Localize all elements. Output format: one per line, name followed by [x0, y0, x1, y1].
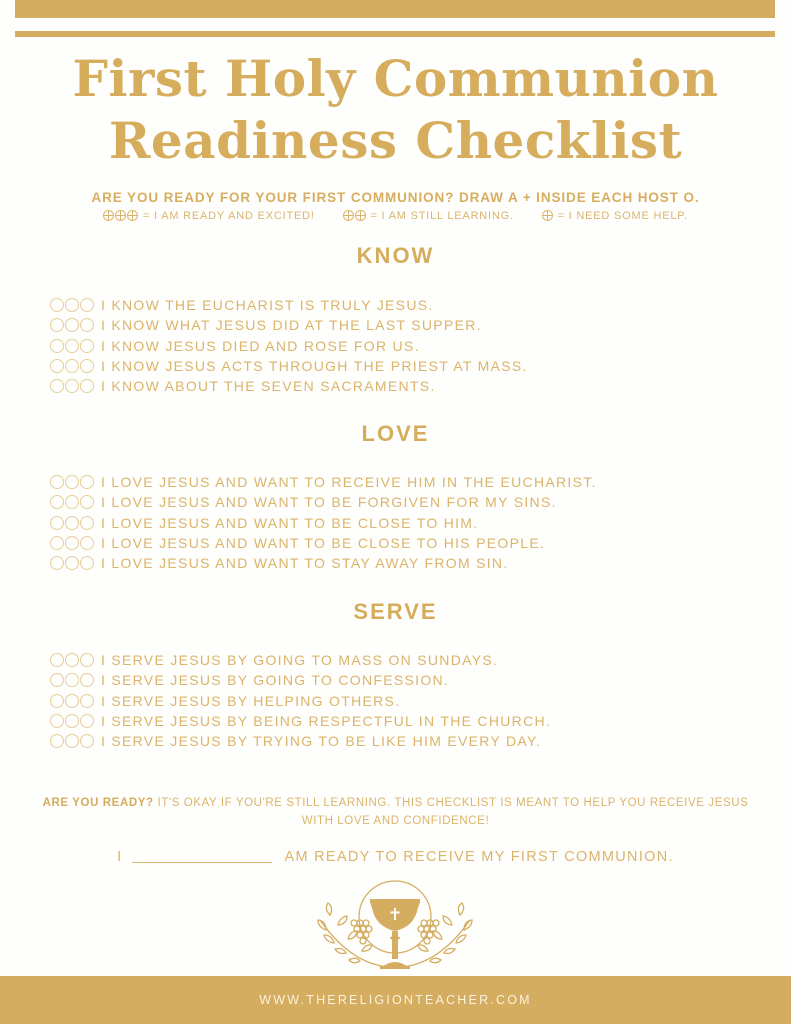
checklist-item: [50, 356, 528, 376]
thin-decorative-bar: [15, 31, 775, 37]
empty-host-circle-icon[interactable]: [65, 379, 79, 393]
empty-host-circle-icon[interactable]: [50, 714, 64, 728]
item-text: I SERVE JESUS BY BEING RESPECTFUL IN THE CHURCH.: [101, 713, 552, 730]
empty-host-circle-icon[interactable]: [65, 359, 79, 373]
top-decorative-bar: [15, 0, 775, 18]
empty-host-circle-icon[interactable]: [80, 298, 94, 312]
title-line-1: First Holy Communion: [72, 49, 719, 108]
legend-label: = I AM READY AND EXCITED!: [143, 210, 315, 222]
checklist-item: [50, 376, 528, 396]
page-title: [0, 48, 791, 172]
checklist-item: [50, 533, 597, 553]
host-icon: [542, 210, 553, 221]
item-text: I LOVE JESUS AND WANT TO BE CLOSE TO HIS PEOPLE.: [101, 535, 546, 552]
checklist-item: [50, 731, 551, 751]
empty-host-circle-icon[interactable]: [65, 694, 79, 708]
empty-host-circle-icon[interactable]: [65, 516, 79, 530]
empty-host-circle-icon[interactable]: [65, 653, 79, 667]
empty-host-circle-icon[interactable]: [80, 714, 94, 728]
empty-host-circle-icon[interactable]: [80, 734, 94, 748]
empty-host-circle-icon[interactable]: [80, 475, 94, 489]
checklist-item: [50, 691, 551, 711]
empty-host-circle-icon[interactable]: [65, 318, 79, 332]
chalice-with-host-and-grape-wreath-icon: [310, 875, 480, 975]
empty-host-circle-icon[interactable]: [80, 673, 94, 687]
empty-host-circle-icon[interactable]: [50, 379, 64, 393]
empty-host-circle-icon[interactable]: [65, 298, 79, 312]
empty-host-circle-icon[interactable]: [50, 556, 64, 570]
footer-bar: [0, 976, 791, 1024]
item-text: I SERVE JESUS BY GOING TO MASS ON SUNDAYS.: [101, 652, 499, 669]
host-icon: [115, 210, 126, 221]
host-icon: [355, 210, 366, 221]
empty-host-circle-icon[interactable]: [50, 318, 64, 332]
section-heading-know: KNOW: [356, 243, 435, 268]
empty-host-circle-icon[interactable]: [50, 653, 64, 667]
instructions: ARE YOU READY FOR YOUR FIRST COMMUNION? DRAW A + INSIDE EACH HOST O.: [91, 190, 700, 205]
item-text: I KNOW THE EUCHARIST IS TRULY JESUS.: [101, 297, 434, 314]
legend-item-learning: [343, 210, 518, 222]
empty-host-circle-icon[interactable]: [80, 339, 94, 353]
empty-host-circle-icon[interactable]: [80, 359, 94, 373]
item-text: I LOVE JESUS AND WANT TO RECEIVE HIM IN THE EUCHARIST.: [101, 474, 597, 491]
empty-host-circle-icon[interactable]: [50, 495, 64, 509]
name-blank-field[interactable]: [132, 862, 272, 863]
closing-text: IT'S OKAY IF YOU'RE STILL LEARNING. THIS CHECKLIST IS MEANT TO HELP YOU RECEIVE JESUS WITH LOVE AND CONFIDENCE!: [153, 797, 749, 827]
pledge-line: [0, 849, 791, 865]
empty-host-circle-icon[interactable]: [65, 673, 79, 687]
host-icon: [343, 210, 354, 221]
legend-label: = I NEED SOME HELP.: [557, 210, 688, 222]
empty-host-circle-icon[interactable]: [80, 653, 94, 667]
empty-host-circle-icon[interactable]: [80, 318, 94, 332]
empty-host-circle-icon[interactable]: [50, 298, 64, 312]
item-text: I KNOW ABOUT THE SEVEN SACRAMENTS.: [101, 378, 436, 395]
know-checklist: [50, 295, 528, 396]
item-text: I KNOW JESUS DIED AND ROSE FOR US.: [101, 337, 420, 354]
title-line-2: Readiness Checklist: [108, 111, 683, 170]
checklist-item: [50, 553, 597, 573]
checklist-item: [50, 650, 551, 670]
checklist-item: [50, 472, 597, 492]
host-icon: [103, 210, 114, 221]
item-text: I KNOW WHAT JESUS DID AT THE LAST SUPPER.: [101, 317, 482, 334]
empty-host-circle-icon[interactable]: [80, 516, 94, 530]
empty-host-circle-icon[interactable]: [80, 495, 94, 509]
legend-item-help: [542, 210, 688, 222]
empty-host-circle-icon[interactable]: [65, 556, 79, 570]
empty-host-circle-icon[interactable]: [65, 536, 79, 550]
empty-host-circle-icon[interactable]: [80, 536, 94, 550]
checklist-item: [50, 513, 597, 533]
legend-label: = I AM STILL LEARNING.: [370, 210, 514, 222]
item-text: I LOVE JESUS AND WANT TO BE FORGIVEN FOR MY SINS.: [101, 494, 557, 511]
serve-checklist: [50, 650, 551, 751]
empty-host-circle-icon[interactable]: [80, 556, 94, 570]
empty-host-circle-icon[interactable]: [50, 734, 64, 748]
empty-host-circle-icon[interactable]: [50, 694, 64, 708]
empty-host-circle-icon[interactable]: [50, 536, 64, 550]
item-text: I SERVE JESUS BY GOING TO CONFESSION.: [101, 672, 450, 689]
empty-host-circle-icon[interactable]: [50, 475, 64, 489]
item-text: I SERVE JESUS BY TRYING TO BE LIKE HIM EVERY DAY.: [101, 733, 542, 750]
website-link[interactable]: WWW.THERELIGIONTEACHER.COM: [259, 993, 532, 1007]
checklist-item: [50, 336, 528, 356]
empty-host-circle-icon[interactable]: [65, 475, 79, 489]
checklist-item: [50, 492, 597, 512]
checklist-item: [50, 295, 528, 315]
empty-host-circle-icon[interactable]: [80, 379, 94, 393]
checklist-item: [50, 315, 528, 335]
empty-host-circle-icon[interactable]: [50, 359, 64, 373]
empty-host-circle-icon[interactable]: [65, 734, 79, 748]
pledge-suffix: AM READY TO RECEIVE MY FIRST COMMUNION.: [284, 849, 674, 865]
section-heading-serve: SERVE: [353, 599, 438, 624]
love-checklist: [50, 472, 597, 573]
item-text: I KNOW JESUS ACTS THROUGH THE PRIEST AT MASS.: [101, 358, 528, 375]
empty-host-circle-icon[interactable]: [50, 516, 64, 530]
empty-host-circle-icon[interactable]: [80, 694, 94, 708]
empty-host-circle-icon[interactable]: [65, 495, 79, 509]
host-icon: [127, 210, 138, 221]
empty-host-circle-icon[interactable]: [50, 673, 64, 687]
empty-host-circle-icon[interactable]: [50, 339, 64, 353]
item-text: I SERVE JESUS BY HELPING OTHERS.: [101, 692, 401, 709]
pledge-prefix: I: [117, 849, 123, 865]
closing-message: [40, 794, 751, 830]
checklist-item: [50, 670, 551, 690]
legend: [0, 210, 791, 222]
item-text: I LOVE JESUS AND WANT TO STAY AWAY FROM SIN.: [101, 555, 509, 572]
closing-question: ARE YOU READY?: [42, 797, 154, 809]
empty-host-circle-icon[interactable]: [65, 339, 79, 353]
section-heading-love: LOVE: [361, 421, 430, 446]
empty-host-circle-icon[interactable]: [65, 714, 79, 728]
checklist-item: [50, 711, 551, 731]
legend-item-ready: [103, 210, 318, 222]
item-text: I LOVE JESUS AND WANT TO BE CLOSE TO HIM.: [101, 514, 479, 531]
